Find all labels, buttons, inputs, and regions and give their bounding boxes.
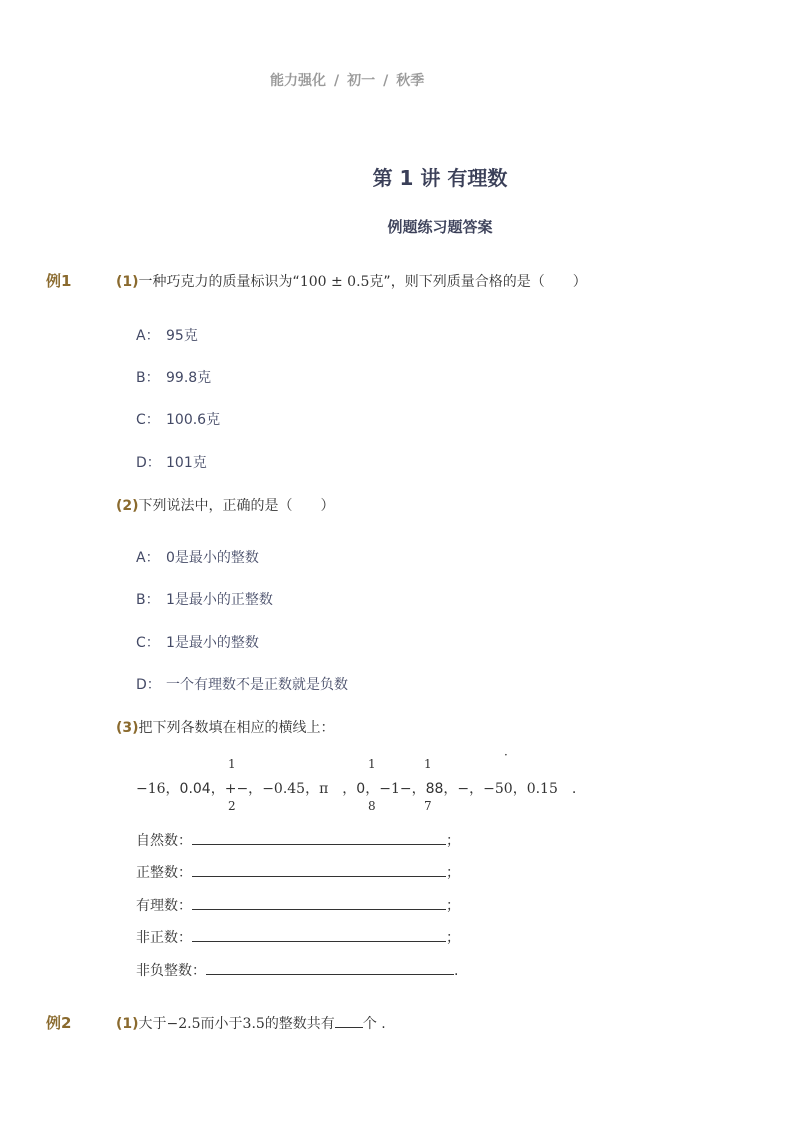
option-d: D： 一个有理数不是正数就是负数 (136, 677, 348, 693)
fill-label: 非正数： (136, 930, 192, 946)
fraction-denominator: 7 (424, 799, 432, 813)
question-1-2 (116, 495, 335, 515)
number-sequence: −16，0.04，+−，−0.45，π ，0，−1−，88，−，−50，0.15 . (136, 781, 577, 797)
option-b: B： 1是最小的正整数 (136, 592, 273, 608)
question-number: (1) (116, 274, 139, 290)
fill-row-natural: 自然数： ； (136, 830, 460, 850)
breadcrumb-separator: / (383, 73, 389, 89)
fill-row-positive-integer: 正整数： ； (136, 862, 460, 882)
fill-label: 自然数： (136, 833, 192, 849)
page-title: 第 1 讲 有理数 (372, 166, 508, 190)
fill-label: 正整数： (136, 865, 192, 881)
option-a: A： 0是最小的整数 (136, 550, 259, 566)
question-text: 克”，则下列质量合格的是（ ） (369, 274, 587, 290)
answer-blank[interactable] (335, 1013, 363, 1028)
breadcrumb-separator: / (334, 73, 340, 89)
fraction-denominator: 8 (368, 799, 376, 813)
fill-label: 非负整数： (136, 963, 206, 979)
breadcrumb-course: 能力强化 (270, 73, 326, 89)
question-number: (1) (116, 1016, 139, 1032)
option-a: A： 95克 (136, 328, 198, 344)
fill-row-non-negative-integer: 非负整数： . (136, 960, 458, 980)
page-subtitle: 例题练习题答案 (387, 218, 493, 236)
fraction-numerator: 1 (228, 757, 236, 771)
question-2-1: (1)大于−2.5而小于3.5的整数共有 个 . (116, 1013, 386, 1033)
math-expression: 100 ± 0.5 (299, 274, 370, 290)
question-1-3 (116, 717, 335, 737)
example-label: 例2 (46, 1014, 72, 1032)
breadcrumb (270, 70, 424, 90)
repeating-decimal-dot: · (504, 748, 508, 762)
answer-blank[interactable] (192, 862, 446, 877)
option-b: B： 99.8克 (136, 370, 212, 386)
question-text: 把下列各数填在相应的横线上： (138, 720, 335, 736)
answer-blank[interactable] (192, 895, 446, 910)
question-text: 一种巧克力的质量标识为“ (138, 274, 300, 290)
option-c: C： 1是最小的整数 (136, 635, 259, 651)
fraction-numerator: 1 (424, 757, 432, 771)
fraction-numerator: 1 (368, 757, 376, 771)
fill-row-rational: 有理数： ； (136, 895, 460, 915)
fraction-denominator: 2 (228, 799, 236, 813)
breadcrumb-term: 秋季 (396, 73, 425, 89)
fill-row-non-positive: 非正数： ； (136, 927, 460, 947)
option-d: D： 101克 (136, 455, 207, 471)
question-1-1 (116, 271, 587, 291)
answer-blank[interactable] (206, 960, 454, 975)
example-label: 例1 (46, 272, 72, 290)
option-c: C： 100.6克 (136, 412, 221, 428)
breadcrumb-grade: 初一 (347, 73, 376, 89)
fill-label: 有理数： (136, 898, 192, 914)
question-number: (3) (116, 720, 139, 736)
answer-blank[interactable] (192, 830, 446, 845)
answer-blank[interactable] (192, 927, 446, 942)
question-number: (2) (116, 498, 139, 514)
question-text: 下列说法中，正确的是（ ） (138, 498, 335, 514)
